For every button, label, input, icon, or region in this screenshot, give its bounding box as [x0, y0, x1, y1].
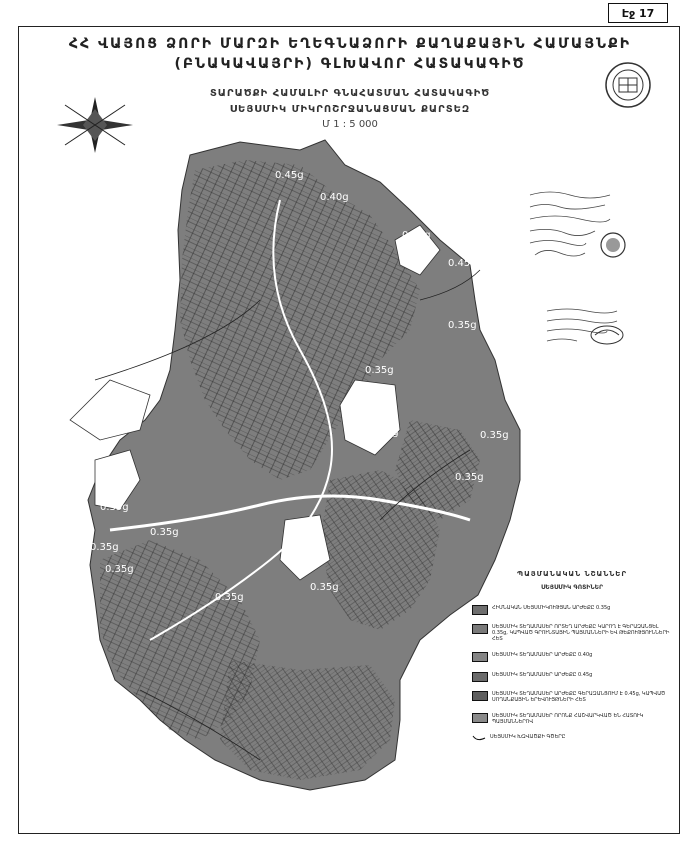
- legend-swatch: [472, 652, 488, 662]
- zone-value-label: 0.35g: [365, 365, 394, 376]
- legend-swatch: [472, 672, 488, 682]
- legend-item: [472, 624, 672, 642]
- map-scale: Մ 1 : 5 000: [322, 119, 378, 130]
- legend-swatch: [472, 605, 488, 615]
- legend-swatch: [472, 713, 488, 723]
- legend-item-label: ՍԵՅՍՄԻԿ ՏԵՂԱՄԱՍԵՐ ԱՐԺԵՔԸ ԳԵՐԱԶԱՆՑՈՒՄ Է 0.45g, ԿԱՊՎԱԾ ՍՈՂԱՆՔԱՅԻՆ ԵՐԵՎՈՒՅԹՆԵՐԻ ՀԵՏ: [492, 691, 666, 703]
- zone-value-label: 0.45g: [402, 230, 431, 241]
- legend-item-label: ՍԵՅՍՄԻԿ ՏԵՂԱՄԱՍԵՐ ԱՐԺԵՔԸ 0.40g: [492, 652, 593, 658]
- legend-item-label: ՍԵՅՍՄԻԿ ԽԶՎԱԾՔԻ ԳԾԵՐԸ: [490, 734, 566, 740]
- legend-item-label: ՍԵՅՍՄԻԿ ՏԵՂԱՄԱՍԵՐ ՈՐՏԵՂ ԱՐԺԵՔԸ ԿԱՐՈՂ Է ԳԵՐԱԶԱՆՑԵԼ 0.35g, ԿԱՊՎԱԾ ԳՐՈՒՆՏԱՅԻՆ ՊԱՅՄԱՆՆԵՐԻ ԵՎ ԹԵՔՈՒԹՅՈՒՆՆԵՐԻ ՀԵՏ: [492, 624, 670, 642]
- legend-item-label: ՍԵՅՍՄԻԿ ՏԵՂԱՄԱՍԵՐ ԱՐԺԵՔԸ 0.45g: [492, 672, 593, 678]
- legend-item: [472, 672, 672, 682]
- page-number: Էջ 17: [608, 3, 668, 23]
- zone-value-label: 0.35g: [90, 542, 119, 553]
- fault-line-icon: [472, 734, 486, 742]
- zone-value-label: 0.35g: [448, 320, 477, 331]
- legend-item: [472, 713, 672, 725]
- map-title-line2: (ԲՆԱԿԱՎԱՅՐԻ) ԳԼԽԱՎՈՐ ՀԱՏԱԿԱԳԻԾ: [174, 56, 526, 72]
- legend-subtitle: ՍԵՅՍՄԻԿ ԳՈՏԻՆԵՐ: [541, 584, 603, 591]
- map-subtitle-line2: ՍԵՅՍՄԻԿ ՄԻԿՐՈՇՐՋԱՆԱՑՄԱՆ ՔԱՐՏԵԶ: [229, 104, 471, 115]
- legend-item: [472, 734, 672, 742]
- zone-value-label: 0.35g: [113, 397, 142, 408]
- zone-value-label: 0.45g: [275, 170, 304, 181]
- legend-item: [472, 652, 672, 662]
- zone-value-label: 0.35g: [215, 592, 244, 603]
- legend-item: [472, 605, 672, 615]
- map-subtitle-line1: ՏԱՐԱԾՔԻ ՀԱՄԱԼԻՐ ԳՆԱՀԱՏՄԱՆ ՀԱՏԱԿԱԳԻԾ: [209, 88, 491, 99]
- zone-value-label: 0.35g: [105, 564, 134, 575]
- map-title-line1: ՀՀ ՎԱՅՈՑ ՁՈՐԻ ՄԱՐԶԻ ԵՂԵԳՆԱՁՈՐԻ ՔԱՂԱՔԱՅԻՆ ՀԱՄԱՅՆՔԻ: [68, 36, 632, 52]
- zone-value-label: 0.40g: [320, 192, 349, 203]
- zone-value-label: 0.35g: [480, 430, 509, 441]
- zone-value-label: 0.35g: [455, 472, 484, 483]
- legend-item-label: ՍԵՅՍՄԻԿ ՏԵՂԱՄԱՍԵՐ ՈՐՈՆՔ ՀԱՇՎԱՐԿՎԱԾ ԵՆ ՀԱՏՈՒԿ ՊԱՅՄԱՆՆԵՐՈՎ: [492, 713, 644, 725]
- zone-value-label: 0.35g: [100, 502, 129, 513]
- legend-title: ՊԱՅՄԱՆԱԿԱՆ ՆՇԱՆՆԵՐ: [517, 570, 627, 578]
- legend-swatch: [472, 691, 488, 701]
- map-legend: [472, 570, 672, 751]
- legend-item-label: ՀԻՄՆԱԿԱՆ ՍԵՅՍՄԻԿՈՒԹՅԱՆ ԱՐԺԵՔԸ 0.35g: [492, 605, 611, 611]
- zone-value-label: 0.35g: [370, 427, 399, 438]
- legend-item: [472, 691, 672, 703]
- zone-value-label: 0.45g: [448, 258, 477, 269]
- zone-value-label: 0.35g: [150, 527, 179, 538]
- zone-value-label: 0.35g: [310, 582, 339, 593]
- legend-swatch: [472, 624, 488, 634]
